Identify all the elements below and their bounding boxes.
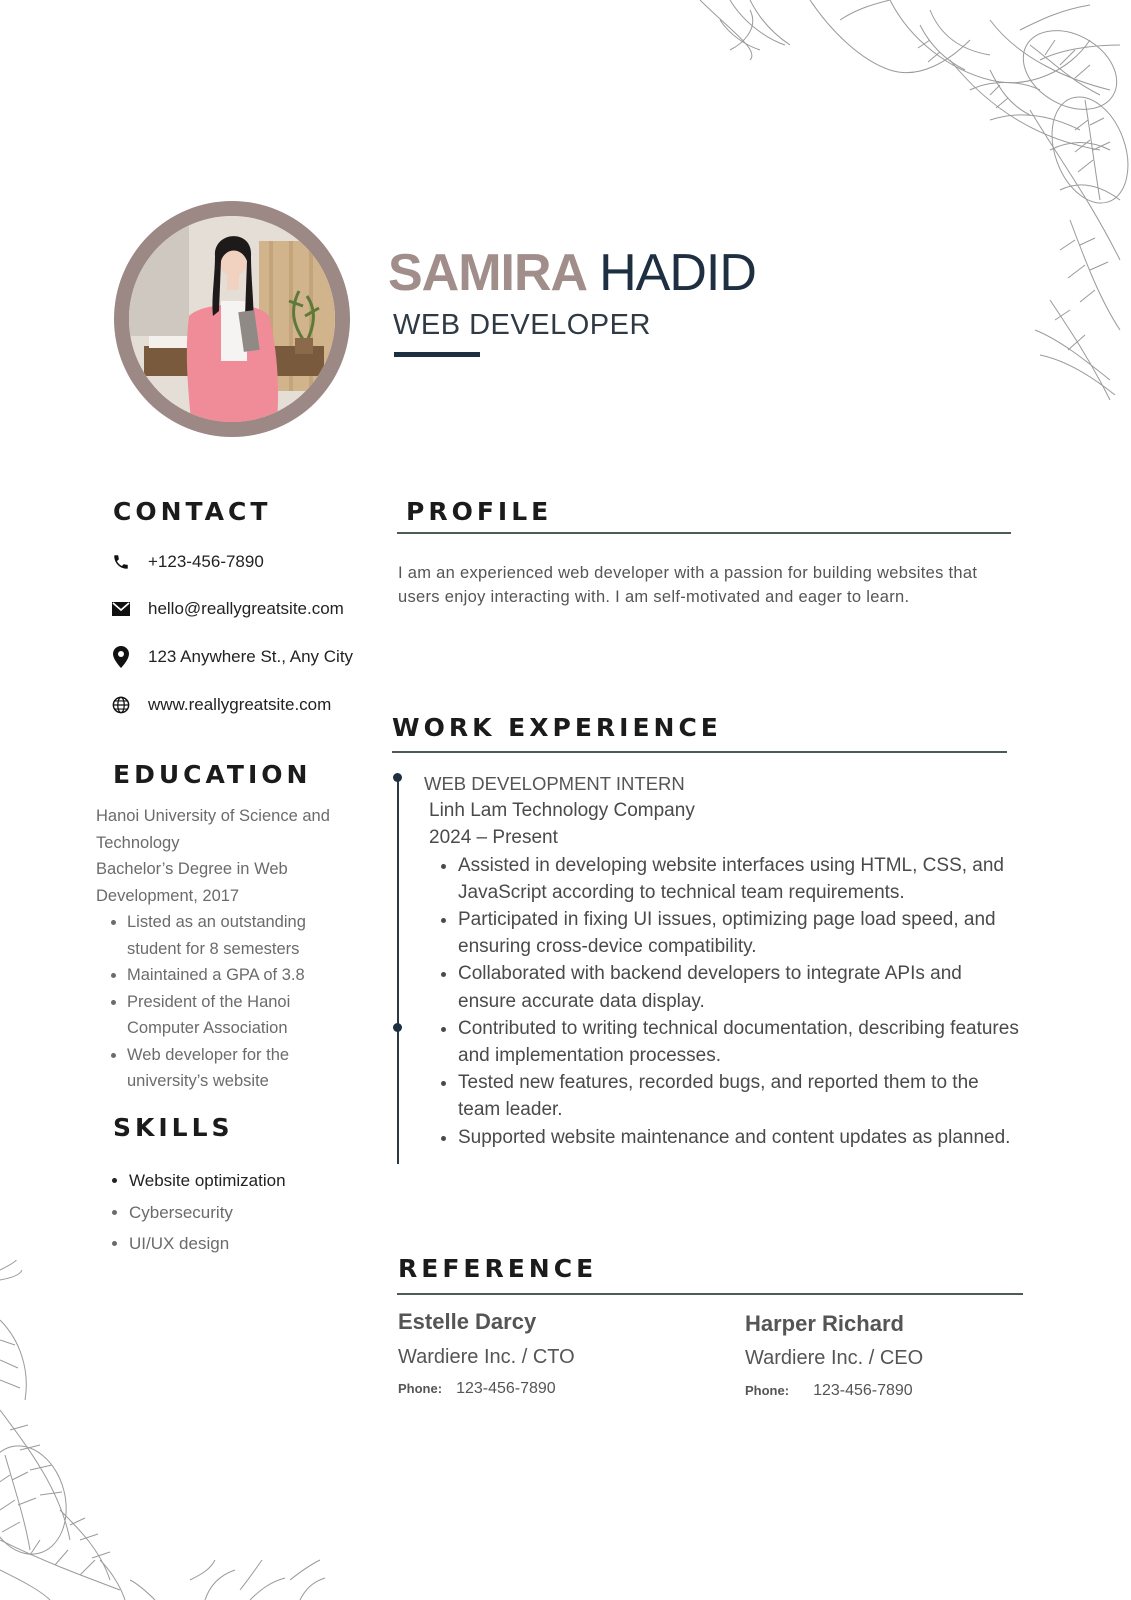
contact-heading: CONTACT: [113, 497, 272, 526]
job-title: WEB DEVELOPER: [393, 309, 651, 341]
profile-divider: [397, 532, 1011, 534]
reference-phone-label: Phone:: [398, 1381, 443, 1396]
contact-text[interactable]: hello@reallygreatsite.com: [148, 599, 344, 618]
education-point: • Web developer for the university’s website: [127, 1042, 356, 1095]
reference-heading: REFERENCE: [398, 1254, 598, 1283]
last-name: HADID: [599, 244, 756, 302]
work-point: • Contributed to writing technical documentation, describing features and implementation processes.: [458, 1015, 1024, 1069]
work-entry: [424, 770, 1024, 1151]
profile-text: I am an experienced web developer with a passion for building websites that users enjoy interacting with. I am self-motivated and eager to learn.: [398, 564, 978, 606]
work-point: • Assisted in developing website interfaces using HTML, CSS, and JavaScript according to technical team requirements.: [458, 852, 1024, 906]
skill-item: • Cybersecurity: [129, 1197, 286, 1229]
phone-icon: [110, 551, 132, 573]
reference-phone-label: Phone:: [745, 1383, 790, 1398]
education-point: • Maintained a GPA of 3.8: [127, 962, 356, 989]
reference-name: Estelle Darcy: [398, 1309, 537, 1334]
education-point: • Listed as an outstanding student for 8 semesters: [127, 909, 356, 962]
work-point: • Participated in fixing UI issues, optimizing page load speed, and ensuring cross-device compatibility.: [458, 906, 1024, 960]
botanical-illustration-top-right: [690, 0, 1131, 410]
reference-name: Harper Richard: [745, 1311, 904, 1336]
reference-company: Wardiere Inc. / CEO: [745, 1347, 924, 1369]
profile-photo-frame: [114, 201, 350, 437]
contact-email: [110, 596, 344, 622]
education-section: [96, 803, 356, 1095]
reference-company: Wardiere Inc. / CTO: [398, 1346, 575, 1368]
skills-heading: SKILLS: [113, 1113, 234, 1142]
timeline-dot: [393, 773, 402, 782]
contact-address: [110, 644, 353, 670]
work-role: WEB DEVELOPMENT INTERN: [424, 773, 685, 794]
profile-heading: PROFILE: [406, 497, 553, 526]
skill-item: • UI/UX design: [129, 1228, 286, 1260]
skills-section: [110, 1165, 286, 1260]
mail-icon: [110, 598, 132, 620]
contact-phone: [110, 549, 264, 575]
person-photo-illustration: [129, 216, 335, 422]
timeline-line: [397, 777, 399, 1164]
work-point: • Supported website maintenance and content updates as planned.: [458, 1124, 1024, 1151]
reference-phone: 123-456-7890: [456, 1380, 556, 1397]
education-point: • President of the Hanoi Computer Association: [127, 989, 356, 1042]
work-divider: [392, 751, 1007, 753]
contact-website: [110, 692, 331, 718]
first-name: SAMIRA: [388, 244, 588, 302]
contact-text[interactable]: www.reallygreatsite.com: [148, 695, 332, 714]
education-school: Hanoi University of Science and Technology: [96, 807, 330, 852]
reference-phone: 123-456-7890: [813, 1382, 913, 1399]
location-pin-icon: [110, 646, 132, 668]
skills-list: [110, 1165, 286, 1260]
education-points: [96, 909, 356, 1095]
reference-phone-row: [398, 1380, 556, 1398]
full-name: [388, 245, 756, 301]
work-period: 2024 – Present: [429, 827, 558, 849]
education-degree: Bachelor’s Degree in Web Development, 2017: [96, 860, 288, 905]
work-heading: WORK EXPERIENCE: [392, 713, 722, 742]
profile-photo: [129, 216, 335, 422]
title-underline: [394, 352, 480, 357]
globe-icon: [110, 694, 132, 716]
work-point: • Collaborated with backend developers to integrate APIs and ensure accurate data display.: [458, 960, 1024, 1014]
timeline-dot: [393, 1023, 402, 1032]
education-heading: EDUCATION: [113, 760, 312, 789]
skill-item: • Website optimization: [129, 1165, 286, 1197]
botanical-illustration-bottom-left: [0, 1260, 340, 1600]
reference-phone-row: [745, 1382, 913, 1400]
work-company: Linh Lam Technology Company: [429, 800, 695, 822]
work-points: [424, 852, 1024, 1151]
contact-text[interactable]: +123-456-7890: [148, 552, 264, 571]
contact-text: 123 Anywhere St., Any City: [148, 647, 354, 666]
reference-divider: [397, 1293, 1023, 1295]
work-point: • Tested new features, recorded bugs, and reported them to the team leader.: [458, 1069, 1024, 1123]
